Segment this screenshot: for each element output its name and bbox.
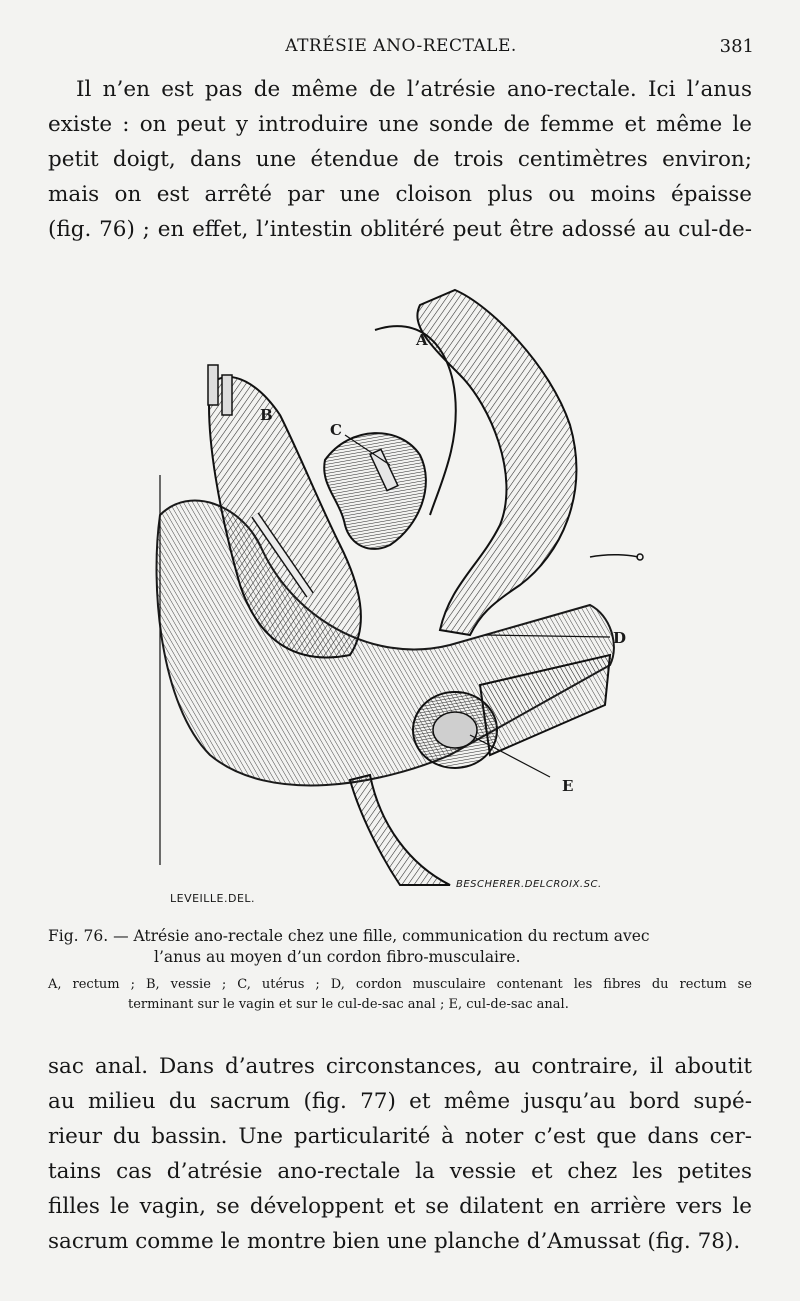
text-line: Il n’en est pas de même de l’atrésie ano-rectale. Ici l’anus xyxy=(76,77,752,102)
text-line: sac anal. Dans d’autres circonstances, au contraire, il aboutit xyxy=(48,1054,752,1079)
text-line: rieur du bassin. Une particularité à noter c’est que dans cer- xyxy=(48,1124,752,1149)
text-line: mais on est arrêté par une cloison plus ou moins épaisse xyxy=(48,182,752,207)
anatomical-engraving xyxy=(150,285,650,895)
label-b: B xyxy=(260,406,273,424)
text-line: petit doigt, dans une étendue de trois centimètres environ; xyxy=(48,147,752,172)
label-a: A xyxy=(416,331,428,349)
text-line: tains cas d’atrésie ano-rectale la vessie et chez les petites xyxy=(48,1159,752,1184)
paragraph-bottom xyxy=(48,1049,752,1259)
page-number: 381 xyxy=(719,36,754,57)
legend-line: terminant sur le vagin et sur le cul-de-sac anal ; E, cul-de-sac anal. xyxy=(128,997,569,1012)
rectum-shape xyxy=(417,290,576,635)
engraver-signature-left: LEVEILLE.DEL. xyxy=(170,892,256,905)
running-head xyxy=(48,34,754,60)
text-line: existe : on peut y introduire une sonde de femme et même le xyxy=(48,112,752,137)
engraver-signature-right: BESCHERER.DELCROIX.SC. xyxy=(456,879,602,890)
caption-line: l’anus au moyen d’un cordon fibro-musculaire. xyxy=(154,948,521,966)
figure-caption xyxy=(48,926,752,968)
paragraph-top xyxy=(48,72,752,247)
label-e: E xyxy=(562,777,574,795)
text-line: filles le vagin, se développent et se dilatent en arrière vers le xyxy=(48,1194,752,1219)
uterus-shape xyxy=(324,433,426,549)
figure-legend xyxy=(48,975,752,1015)
caption-line: Fig. 76. — Atrésie ano-rectale chez une fille, communication du rectum avec xyxy=(48,927,650,945)
legend-line: A, rectum ; B, vessie ; C, utérus ; D, cordon musculaire contenant les fibres du rectum se xyxy=(48,977,752,992)
text-line: sacrum comme le montre bien une planche d’Amussat (fig. 78). xyxy=(48,1229,741,1254)
text-line: au milieu du sacrum (fig. 77) et même jusqu’au bord supé- xyxy=(48,1089,752,1114)
label-c: C xyxy=(330,421,342,439)
label-d: D xyxy=(613,629,627,647)
text-line: (fig. 76) ; en effet, l’intestin oblitéré peut être adossé au cul-de- xyxy=(48,217,752,242)
running-title: ATRÉSIE ANO-RECTALE. xyxy=(285,36,517,56)
